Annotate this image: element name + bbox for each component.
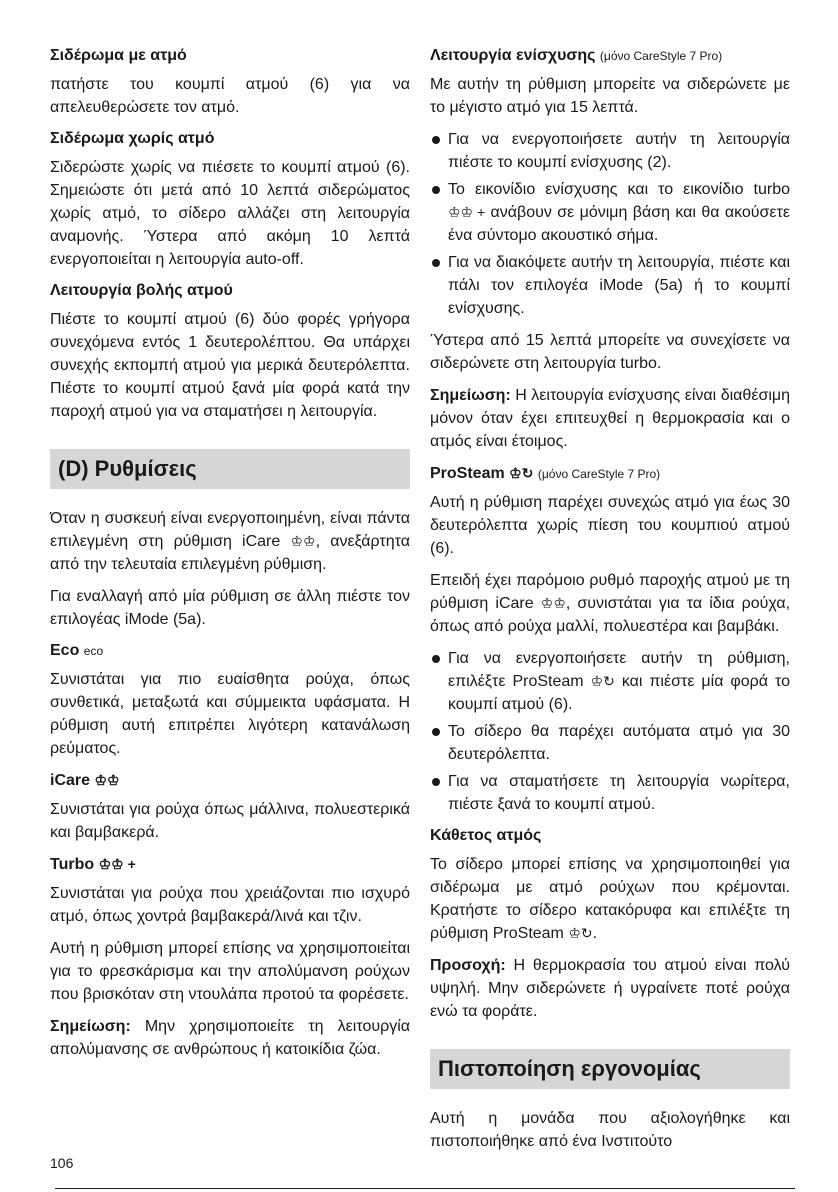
- turbo-icon: ♔♔ +: [448, 204, 486, 220]
- section-ergonomics: [430, 1049, 790, 1089]
- paragraph: Πιέστε το κουμπί ατμού (6) δύο φορές γρήγορα συνεχόμενα εντός 1 δευτερολέπτου. Θα υπάρχει συνεχής εκπομπή ατμού για μερικά δευτερόλεπτα. Πιέστε το κουμπί ατμού ξανά μία φορά κατά την παροχή ατμού για να σταματήσει η λειτουργία.: [50, 311, 410, 420]
- prosteam-icon: ♔↻: [568, 925, 593, 941]
- icare-icon: ♔♔: [540, 595, 566, 611]
- paragraph: πατήστε του κουμπί ατμού (6) για να απελευθερώσετε τον ατμό.: [50, 76, 410, 116]
- eco-icon: eco: [83, 644, 104, 658]
- icare-icon: ♔♔: [290, 533, 316, 549]
- paragraph: Συνιστάται για ρούχα όπως μάλλινα, πολυεστερικά και βαμβακερά.: [50, 801, 410, 841]
- paragraph: Σιδερώστε χωρίς να πιέσετε το κουμπί ατμού (6). Σημειώστε ότι μετά από 10 λεπτά σιδερώματος χωρίς ατμό, το σίδερο αλλάζει στη λειτουργία αναμονής. Ύστερα από ακόμη 10 λεπτά ενεργοποιείται η λειτουργία auto-off.: [50, 159, 410, 268]
- list-item: Για να ενεργοποιήσετε αυτήν τη ρύθμιση, επιλέξτε ProSteam ♔↻ και πιέστε μία φορά το κουμπί ατμού (6).: [430, 647, 790, 716]
- heading-vertical-steam: Κάθετος ατμός: [430, 827, 542, 844]
- paragraph: Επειδή έχει παρόμοιο ρυθμό παροχής ατμού με τη ρύθμιση iCare ♔♔, συνιστάται για τα ίδια ρούχα, όπως από ρούχα μαλλί, πολυεστέρα και βαμβάκι.: [430, 572, 791, 635]
- paragraph: Συνιστάται για πιο ευαίσθητα ρούχα, όπως συνθετικά, μεταξωτά και σύμμεικτα υφάσματα. Η ρύθμιση αυτή επιτρέπει λιγότερη κατανάλωση ρεύματος.: [50, 671, 410, 757]
- paragraph: Όταν η συσκευή είναι ενεργοποιημένη, είναι πάντα επιλεγμένη στη ρύθμιση iCare ♔♔, ανεξάρτητα από την τελευταία επιλεγμένη ρύθμιση.: [50, 510, 410, 573]
- paragraph: Για εναλλαγή από μία ρύθμιση σε άλλη πιέστε τον επιλογέας iMode (5a).: [50, 588, 410, 628]
- paragraph: Αυτή η μονάδα που αξιολογήθηκε και πιστοποιήθηκε από ένα Ινστιτούτο: [430, 1110, 790, 1150]
- list-item: Για να σταματήσετε τη λειτουργία νωρίτερα, πιέστε ξανά το κουμπί ατμού.: [430, 770, 790, 816]
- heading-icare: iCare ♔♔: [50, 769, 410, 792]
- note: Σημείωση: Μην χρησιμοποιείτε τη λειτουργία απολύμανσης σε ανθρώπους ή κατοικίδια ζώα.: [50, 1018, 410, 1058]
- heading-eco: Eco eco: [50, 642, 104, 659]
- heading-steam-ironing: Σιδέρωμα με ατμό: [50, 47, 187, 64]
- section-title: Πιστοποίηση εργονομίας: [438, 1056, 701, 1081]
- heading-turbo: Turbo ♔♔ +: [50, 853, 410, 876]
- bullet-list: [430, 128, 790, 320]
- page-number: 106: [50, 1155, 74, 1171]
- list-item: Το εικονίδιο ενίσχυσης και το εικονίδιο turbo ♔♔ + ανάβουν σε μόνιμη βάση και θα ακούσετε ένα σύντομο ακουστικό σήμα.: [430, 178, 790, 247]
- paragraph: Συνιστάται για ρούχα που χρειάζονται πιο ισχυρό ατμό, όπως χοντρά βαμβακερά/λινά και τζιν.: [50, 885, 410, 925]
- caution: Προσοχή: Η θερμοκρασία του ατμού είναι πολύ υψηλή. Μην σιδερώνετε ή υγραίνετε ποτέ ρούχα ενώ τα φοράτε.: [430, 957, 790, 1020]
- bullet-list: [430, 647, 790, 816]
- heading-prosteam: ProSteam ♔↻ (μόνο CareStyle 7 Pro): [430, 462, 790, 485]
- list-item: Το σίδερο θα παρέχει αυτόματα ατμό για 30 δευτερόλεπτα.: [430, 720, 790, 766]
- left-column: [50, 45, 410, 1070]
- heading-steam-shot: Λειτουργία βολής ατμού: [50, 282, 233, 299]
- footer-divider: [55, 1188, 795, 1189]
- heading-boost: Λειτουργία ενίσχυσης (μόνο CareStyle 7 Pro): [430, 47, 723, 64]
- turbo-icon: ♔♔ +: [98, 856, 136, 872]
- note: Σημείωση: Η λειτουργία ενίσχυσης είναι διαθέσιμη μόνον όταν έχει επιτευχθεί η θερμοκρασία και ο ατμός είναι έτοιμος.: [430, 387, 790, 450]
- section-settings: [50, 449, 410, 489]
- icare-icon: ♔♔: [94, 772, 120, 788]
- paragraph: Αυτή η ρύθμιση παρέχει συνεχώς ατμό για έως 30 δευτερόλεπτα χωρίς πίεση του κουμπιού ατμού (6).: [430, 494, 790, 557]
- prosteam-icon: ♔↻: [509, 465, 534, 481]
- paragraph: Αυτή η ρύθμιση μπορεί επίσης να χρησιμοποιείται για το φρεσκάρισμα και την απολύμανση ρούχων που βρισκόταν στη ντουλάπα προτού τα φορέσετε.: [50, 940, 410, 1003]
- paragraph: Ύστερα από 15 λεπτά μπορείτε να συνεχίσετε να σιδερώνετε στη λειτουργία turbo.: [430, 332, 790, 372]
- paragraph: Το σίδερο μπορεί επίσης να χρησιμοποιηθεί για σιδέρωμα με ατμό ρούχων που κρέμονται. Κρατήστε το σίδερο κατακόρυφα και επιλέξτε τη ρύθμιση ProSteam ♔↻.: [430, 853, 790, 945]
- prosteam-icon: ♔↻: [590, 673, 615, 689]
- right-column: [430, 45, 790, 1162]
- section-title: (D) Ρυθμίσεις: [58, 456, 197, 481]
- list-item: Για να διακόψετε αυτήν τη λειτουργία, πιέστε και πάλι τον επιλογέα iMode (5a) ή το κουμπί ενίσχυσης.: [430, 251, 790, 320]
- list-item: Για να ενεργοποιήσετε αυτήν τη λειτουργία πιέστε το κουμπί ενίσχυσης (2).: [430, 128, 790, 174]
- heading-ironing-without-steam: Σιδέρωμα χωρίς ατμό: [50, 130, 215, 147]
- paragraph: Με αυτήν τη ρύθμιση μπορείτε να σιδερώνετε με το μέγιστο ατμό για 15 λεπτά.: [430, 76, 790, 116]
